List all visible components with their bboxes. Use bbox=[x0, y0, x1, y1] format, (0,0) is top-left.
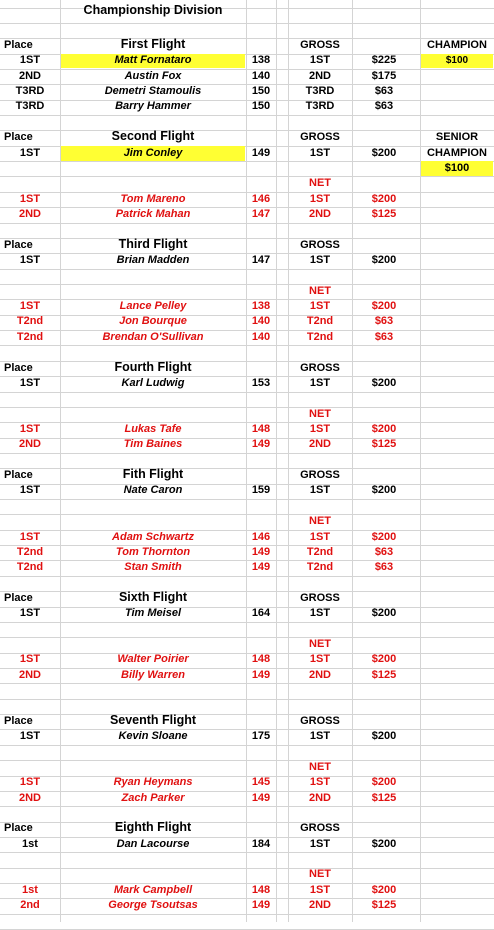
prize-amount: $200 bbox=[371, 653, 397, 666]
finish-position: 2ND bbox=[308, 668, 331, 681]
player-score: 138 bbox=[251, 300, 271, 313]
player-score: 147 bbox=[251, 207, 271, 220]
prize-amount: $200 bbox=[371, 607, 397, 620]
finish-position: T2nd bbox=[306, 545, 334, 558]
player-name: Demetri Stamoulis bbox=[104, 85, 202, 98]
player-name: Brian Madden bbox=[116, 254, 190, 267]
prize-amount: $200 bbox=[371, 423, 397, 435]
player-score: 149 bbox=[251, 545, 271, 558]
net-header: NET bbox=[309, 760, 331, 773]
player-score: 140 bbox=[251, 330, 271, 343]
player-name: Dan Lacourse bbox=[116, 837, 190, 850]
finish-position: T3RD bbox=[305, 100, 335, 113]
player-score: 149 bbox=[251, 146, 271, 159]
place-header: Place bbox=[4, 714, 33, 727]
player-score: 148 bbox=[251, 423, 271, 435]
finish-position: 2ND bbox=[308, 69, 331, 82]
net-header: NET bbox=[309, 407, 331, 420]
player-score: 140 bbox=[251, 69, 271, 82]
place-header: Place bbox=[4, 238, 33, 251]
flight-title: Seventh Flight bbox=[109, 712, 197, 727]
finish-position: T2nd bbox=[306, 561, 334, 574]
finish-position: T2nd bbox=[306, 315, 334, 328]
place-value: 1ST bbox=[19, 730, 41, 743]
prize-amount: $200 bbox=[371, 376, 397, 389]
finish-position: 1ST bbox=[309, 776, 331, 789]
player-name: Tom Thornton bbox=[115, 545, 191, 558]
place-value: 1ST bbox=[19, 423, 41, 435]
prize-amount: $63 bbox=[374, 100, 394, 113]
place-value: 1ST bbox=[19, 653, 41, 666]
prize-amount: $200 bbox=[371, 192, 397, 205]
place-value: T2nd bbox=[16, 545, 44, 558]
place-value: 2nd bbox=[20, 899, 40, 912]
player-name: Patrick Mahan bbox=[115, 207, 191, 220]
place-header: Place bbox=[4, 591, 33, 604]
player-name: Brendan O'Sullivan bbox=[102, 330, 204, 343]
player-name: Jim Conley bbox=[123, 146, 183, 159]
player-name: Nate Caron bbox=[123, 484, 183, 497]
gross-header: GROSS bbox=[300, 361, 340, 374]
prize-amount: $63 bbox=[374, 545, 394, 558]
finish-position: 2ND bbox=[308, 899, 331, 912]
place-value: 1ST bbox=[19, 54, 41, 67]
finish-position: 1ST bbox=[309, 192, 331, 205]
place-value: T3RD bbox=[15, 85, 45, 98]
place-header: Place bbox=[4, 469, 33, 482]
net-header: NET bbox=[309, 515, 331, 528]
prize-amount: $125 bbox=[371, 791, 397, 804]
player-name: Jon Bourque bbox=[119, 315, 187, 328]
place-header: Place bbox=[4, 822, 33, 835]
net-header: NET bbox=[309, 284, 331, 297]
prize-amount: $200 bbox=[371, 776, 397, 789]
player-score: 149 bbox=[251, 438, 271, 451]
champion-prize: $100 bbox=[445, 55, 469, 67]
player-score: 140 bbox=[251, 315, 271, 328]
player-name: Ryan Heymans bbox=[113, 776, 193, 789]
player-name: Adam Schwartz bbox=[112, 530, 194, 543]
prize-amount: $125 bbox=[371, 899, 397, 912]
place-value: 2ND bbox=[18, 207, 41, 220]
finish-position: 1ST bbox=[309, 730, 331, 743]
prize-amount: $63 bbox=[374, 315, 394, 328]
finish-position: 1ST bbox=[309, 423, 331, 435]
finish-position: 1ST bbox=[309, 376, 331, 389]
finish-position: 1ST bbox=[309, 254, 331, 267]
gross-header: GROSS bbox=[300, 822, 340, 835]
grid-col-line bbox=[276, 0, 277, 922]
prize-amount: $200 bbox=[371, 484, 397, 497]
gross-header: GROSS bbox=[300, 238, 340, 251]
player-score: 146 bbox=[251, 530, 271, 543]
player-score: 184 bbox=[251, 837, 271, 850]
place-header: Place bbox=[4, 39, 33, 51]
finish-position: 1ST bbox=[309, 607, 331, 620]
finish-position: 1ST bbox=[309, 300, 331, 313]
senior-champion-label: CHAMPION bbox=[427, 146, 487, 159]
place-value: 1ST bbox=[19, 146, 41, 159]
place-value: 2ND bbox=[18, 668, 41, 681]
flight-title: Third Flight bbox=[118, 236, 188, 251]
player-score: 175 bbox=[251, 730, 271, 743]
player-score: 150 bbox=[251, 100, 271, 113]
player-name: Karl Ludwig bbox=[121, 376, 185, 389]
prize-amount: $63 bbox=[374, 85, 394, 98]
place-value: T2nd bbox=[16, 315, 44, 328]
gross-header: GROSS bbox=[300, 714, 340, 727]
player-score: 149 bbox=[251, 668, 271, 681]
player-name: George Tsoutsas bbox=[108, 899, 198, 912]
player-name: Stan Smith bbox=[124, 561, 182, 574]
prize-amount: $175 bbox=[371, 69, 397, 82]
player-score: 147 bbox=[251, 254, 271, 267]
player-score: 149 bbox=[251, 561, 271, 574]
prize-amount: $63 bbox=[374, 561, 394, 574]
flight-title: Fith Flight bbox=[122, 467, 184, 482]
prize-amount: $225 bbox=[371, 54, 397, 67]
place-value: 1ST bbox=[19, 300, 41, 313]
place-header: Place bbox=[4, 361, 33, 374]
player-score: 138 bbox=[251, 54, 271, 67]
flight-title: Eighth Flight bbox=[114, 820, 192, 835]
place-value: T3RD bbox=[15, 100, 45, 113]
flight-title: First Flight bbox=[120, 37, 186, 51]
prize-amount: $200 bbox=[371, 730, 397, 743]
player-score: 149 bbox=[251, 899, 271, 912]
prize-amount: $200 bbox=[371, 530, 397, 543]
player-name: Barry Hammer bbox=[115, 100, 191, 113]
player-name: Kevin Sloane bbox=[118, 730, 188, 743]
place-value: 1ST bbox=[19, 192, 41, 205]
prize-amount: $200 bbox=[371, 300, 397, 313]
finish-position: 1ST bbox=[309, 837, 331, 850]
finish-position: 1ST bbox=[309, 653, 331, 666]
place-value: 1ST bbox=[19, 607, 41, 620]
prize-amount: $125 bbox=[371, 668, 397, 681]
place-value: 2ND bbox=[18, 438, 41, 451]
player-score: 159 bbox=[251, 484, 271, 497]
finish-position: T2nd bbox=[306, 330, 334, 343]
net-header: NET bbox=[309, 177, 331, 190]
place-value: T2nd bbox=[16, 330, 44, 343]
finish-position: 1ST bbox=[309, 883, 331, 896]
player-name: Billy Warren bbox=[121, 668, 185, 681]
player-name: Zach Parker bbox=[121, 791, 185, 804]
senior-prize: $100 bbox=[444, 161, 470, 174]
place-value: 1ST bbox=[19, 376, 41, 389]
player-name: Austin Fox bbox=[124, 69, 182, 82]
prize-amount: $125 bbox=[371, 438, 397, 451]
net-header: NET bbox=[309, 638, 331, 651]
prize-amount: $200 bbox=[371, 837, 397, 850]
flight-title: Second Flight bbox=[111, 129, 195, 144]
prize-amount: $63 bbox=[374, 330, 394, 343]
finish-position: T3RD bbox=[305, 85, 335, 98]
player-name: Tim Meisel bbox=[124, 607, 182, 620]
senior-label: SENIOR bbox=[435, 131, 479, 144]
player-score: 149 bbox=[251, 791, 271, 804]
player-score: 148 bbox=[251, 653, 271, 666]
place-value: 1ST bbox=[19, 530, 41, 543]
finish-position: 2ND bbox=[308, 207, 331, 220]
gross-header: GROSS bbox=[300, 39, 340, 51]
player-score: 150 bbox=[251, 85, 271, 98]
finish-position: 1ST bbox=[309, 146, 331, 159]
place-value: 1st bbox=[22, 837, 38, 850]
place-value: 2ND bbox=[18, 791, 41, 804]
place-value: 2ND bbox=[18, 69, 41, 82]
player-score: 145 bbox=[251, 776, 271, 789]
player-score: 153 bbox=[251, 376, 271, 389]
finish-position: 1ST bbox=[309, 530, 331, 543]
place-value: T2nd bbox=[16, 561, 44, 574]
player-name: Walter Poirier bbox=[117, 653, 189, 666]
player-name: Lukas Tafe bbox=[124, 423, 182, 435]
finish-position: 1ST bbox=[309, 54, 331, 67]
flight-title: Fourth Flight bbox=[114, 359, 192, 374]
place-value: 1ST bbox=[19, 254, 41, 267]
player-name: Matt Fornataro bbox=[114, 54, 192, 67]
place-value: 1ST bbox=[19, 484, 41, 497]
place-value: 1st bbox=[22, 883, 38, 896]
net-header: NET bbox=[309, 868, 331, 881]
finish-position: 2ND bbox=[308, 791, 331, 804]
player-score: 148 bbox=[251, 883, 271, 896]
place-value: 1ST bbox=[19, 776, 41, 789]
player-name: Lance Pelley bbox=[119, 300, 187, 313]
prize-amount: $125 bbox=[371, 207, 397, 220]
division-title: Championship Division bbox=[83, 3, 223, 17]
player-score: 146 bbox=[251, 192, 271, 205]
gross-header: GROSS bbox=[300, 131, 340, 144]
player-name: Tim Baines bbox=[123, 438, 183, 451]
prize-amount: $200 bbox=[371, 254, 397, 267]
champion-label: CHAMPION bbox=[427, 39, 487, 51]
place-header: Place bbox=[4, 131, 33, 144]
player-score: 164 bbox=[251, 607, 271, 620]
player-name: Tom Mareno bbox=[120, 192, 186, 205]
finish-position: 1ST bbox=[309, 484, 331, 497]
gross-header: GROSS bbox=[300, 469, 340, 482]
gross-header: GROSS bbox=[300, 591, 340, 604]
prize-amount: $200 bbox=[371, 883, 397, 896]
flight-title: Sixth Flight bbox=[118, 589, 188, 604]
player-name: Mark Campbell bbox=[113, 883, 193, 896]
finish-position: 2ND bbox=[308, 438, 331, 451]
prize-amount: $200 bbox=[371, 146, 397, 159]
